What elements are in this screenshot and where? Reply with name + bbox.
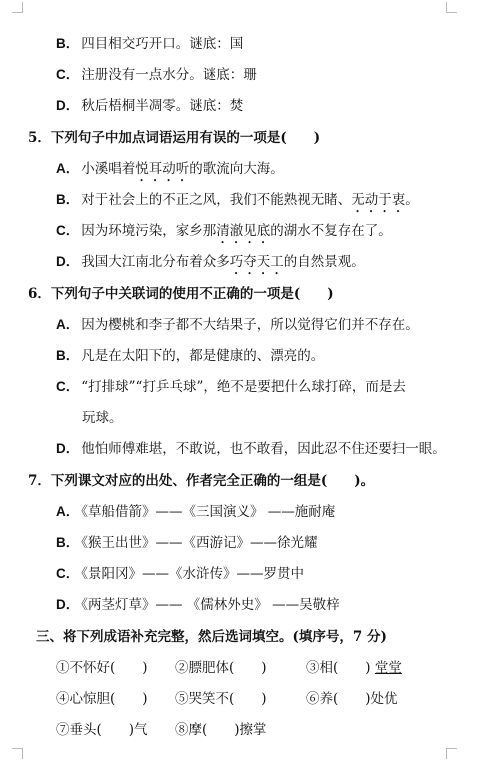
q7-option-d [56, 597, 340, 613]
option-text: 《景阳冈》——《水浒传》——罗贯中 [81, 566, 304, 582]
dotted-word: 清澈见底 [216, 223, 271, 239]
option-letter: C． [56, 379, 80, 394]
idiom-3-text: ③相( ) [306, 660, 371, 676]
idiom-2: ②膘肥体( ) [175, 660, 267, 676]
q6-option-c-continuation: 玩球。 [82, 410, 123, 426]
q6-option-d [56, 441, 446, 457]
idiom-6: ⑥养( )处优 [306, 691, 398, 707]
q6-option-c [56, 379, 406, 395]
idiom-8: ⑧摩( )擦掌 [175, 722, 267, 738]
q5-option-b [56, 192, 419, 216]
idiom-4: ④心惊胆( ) [56, 691, 148, 707]
option-letter: D． [56, 441, 80, 456]
q5-option-a [56, 161, 284, 185]
idiom-5: ⑤哭笑不( ) [175, 691, 267, 707]
idiom-1: ①不怀好( ) [56, 660, 148, 676]
q5-option-d [56, 254, 365, 278]
option-letter: A． [56, 317, 80, 332]
option-text: 秋后梧桐半凋零。谜底：焚 [81, 98, 244, 114]
option-text-post: 的自然景观。 [283, 254, 365, 270]
question-5-stem: 5．下列句子中加点词语运用有误的一项是( ) [28, 130, 321, 146]
option-b-q4 [56, 36, 243, 52]
option-text-post: 。 [405, 192, 419, 208]
option-letter: A． [56, 161, 80, 176]
crop-mark-bottom-left [12, 748, 23, 759]
crop-mark-top-left [12, 2, 23, 13]
q6-option-b [56, 348, 324, 364]
option-text-post: 的歌流向大海。 [189, 161, 284, 177]
option-text: 凡是在太阳下的，都是健康的、漂亮的。 [81, 348, 325, 364]
option-d-q4 [56, 98, 243, 114]
option-text-post: 的湖水不复存在了。 [270, 223, 392, 239]
crop-mark-bottom-right [446, 748, 457, 759]
option-text-pre: 小溪唱着 [81, 161, 136, 177]
option-text: “打排球”“打乒乓球”，绝不是要把什么球打碎，而是去 [81, 379, 406, 395]
q5-option-c [56, 223, 392, 247]
option-letter: D． [56, 98, 80, 113]
option-c-q4 [56, 67, 257, 83]
option-letter: B． [56, 535, 80, 550]
option-letter: C． [56, 223, 80, 238]
idiom-3 [306, 660, 402, 676]
idiom-3-suffix: 堂堂 [374, 660, 402, 676]
option-letter: D． [56, 254, 80, 269]
option-text: 注册没有一点水分。谜底：珊 [81, 67, 257, 83]
option-letter: A． [56, 504, 80, 519]
dotted-word: 悦耳动听 [135, 161, 190, 177]
idiom-7: ⑦垂头( )气 [56, 722, 148, 738]
dotted-word: 无动于衷 [351, 192, 406, 208]
question-7-stem: 7．下列课文对应的出处、作者完全正确的一组是( )。 [28, 473, 375, 489]
option-text-pre: 对于社会上的不正之风，我们不能熟视无睹、 [81, 192, 352, 208]
option-text: 《草船借箭》——《三国演义》 ——施耐庵 [81, 504, 336, 520]
option-text: 《两茎灯草》—— 《儒林外史》 ——吴敬梓 [81, 597, 340, 613]
q7-option-a [56, 504, 335, 520]
option-text: 因为樱桃和李子都不大结果子，所以觉得它们并不存在。 [81, 317, 419, 333]
q7-option-b [56, 535, 318, 551]
option-letter: C． [56, 566, 80, 581]
section-3-title: 三、将下列成语补充完整，然后选词填空。(填序号，7 分) [36, 629, 387, 645]
option-text-pre: 我国大江南北分布着众多 [81, 254, 230, 270]
option-letter: B． [56, 348, 80, 363]
option-letter: B． [56, 192, 80, 207]
option-letter: C． [56, 67, 80, 82]
option-letter: B． [56, 36, 80, 51]
q7-option-c [56, 566, 304, 582]
option-text-pre: 因为环境污染，家乡那 [81, 223, 217, 239]
crop-mark-top-right [446, 2, 457, 13]
option-text: 他怕师傅难堪，不敢说，也不敢看，因此忍不住还要扫一眼。 [81, 441, 446, 457]
option-letter: D． [56, 597, 80, 612]
q6-option-a [56, 317, 419, 333]
dotted-word: 巧夺天工 [229, 254, 284, 270]
option-text: 《猴王出世》——《西游记》——徐光耀 [81, 535, 318, 551]
question-6-stem: 6．下列句子中关联词的使用不正确的一项是( ) [28, 286, 334, 302]
option-text: 四目相交巧开口。谜底：国 [81, 36, 244, 52]
